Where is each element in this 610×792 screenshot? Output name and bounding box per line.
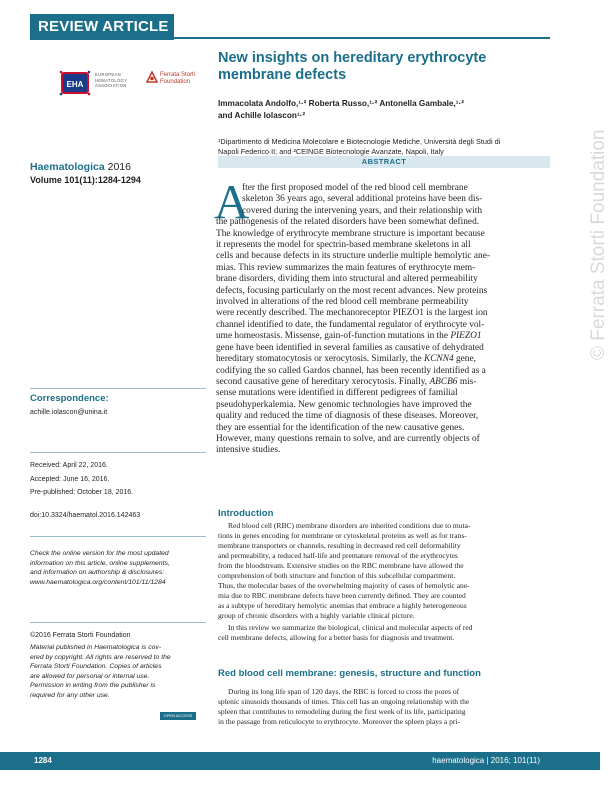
title-line: New insights on hereditary erythrocyte: [218, 50, 487, 66]
copyright-line: Ferrata Storti Foundation. Copies of articles: [30, 663, 162, 671]
copyright-line: required for any other use.: [30, 691, 110, 699]
abstract-line: hereditary stomatocytosis or xerocytosis. Similarly, the KCNN4 gene,: [216, 354, 476, 365]
article-title: [218, 50, 548, 84]
eha-line: HEMATOLOGY: [95, 77, 128, 83]
affiliations: [218, 137, 548, 157]
online-line: and information on authorship & disclosures:: [30, 569, 165, 577]
abstract-line: However, many questions remain to solve, and are currently objects of: [216, 433, 480, 444]
abstract-line: they are essential for the identification of the new causative genes.: [216, 422, 465, 433]
introduction-line: from the bloodstream. Extensive studies on the RBC membrane have allowed the: [218, 561, 464, 570]
doi-link[interactable]: doi:10.3324/haematol.2016.142463: [30, 512, 141, 519]
sidebar-divider: [30, 536, 206, 537]
page-number: 1284: [34, 756, 52, 765]
copyright-note: [30, 643, 208, 701]
introduction-line: cell membrane defects, allowing for a better basis for diagnosis and treatment.: [218, 633, 455, 642]
journal-volume: Volume 101(11):1284-1294: [30, 175, 141, 185]
journal-name: [30, 161, 131, 173]
abstract-line: skeleton 36 years ago, several additional proteins have been dis-: [242, 194, 483, 205]
abstract-line: intensive studies.: [216, 445, 281, 456]
abstract-line: the pathogenesis of the related disorders have been somewhat defined.: [216, 217, 480, 228]
online-url[interactable]: www.haematologica.org/content/101/11/1284: [30, 578, 166, 586]
abstract-line: were recently described. The mechanoreceptor PIEZO1 is the largest ion: [216, 308, 488, 319]
ferrata-storti-logo-icon: [145, 70, 159, 84]
correspondence-email[interactable]: achille.iolascon@unina.it: [30, 409, 108, 416]
abstract-line: ume homeostasis. Missense, gain-of-function mutations in the PIEZO1: [216, 331, 482, 342]
abstract-line: gene have been identified in several families as causative of dehydrated: [216, 342, 484, 353]
prepublished-date: Pre-published: October 18, 2016.: [30, 489, 134, 496]
rbc-membrane-line: spleen that contributes to remodeling during the first week of its life, participating: [218, 707, 466, 716]
eha-line: EUROPEAN: [95, 72, 121, 77]
introduction-line: membrane transporters or channels, resulting in decreased red cell deformability: [218, 541, 461, 550]
introduction-line: as a subtype of hereditary hemolytic anemias that embrace a highly heterogeneous: [218, 601, 467, 610]
article-type-label: REVIEW ARTICLE: [38, 18, 169, 35]
title-line: membrane defects: [218, 67, 347, 83]
open-access-badge: OPEN ACCESS: [160, 712, 196, 720]
abstract-line: The knowledge of erythrocyte membrane structure is important because: [216, 228, 485, 239]
received-date: Received: April 22, 2016.: [30, 462, 108, 469]
online-line: Check the online version for the most updated: [30, 550, 169, 557]
introduction-line: group of chronic disorders with a highly variable clinical picture.: [218, 611, 415, 620]
introduction-line: and permeability, a reduced half-life and premature removal of the erythrocytes: [218, 551, 458, 560]
fsf-line: Foundation: [160, 79, 191, 85]
rbc-membrane-line: During its long life span of 120 days, the RBC is forced to cross the pores of: [228, 687, 460, 696]
introduction-line: comprehension of both structure and function of this subcellular compartment.: [218, 571, 456, 580]
footer-journal-reference: haematologica | 2016; 101(11): [432, 756, 540, 765]
abstract-line: pseudohyperkalemia. New genomic technologies have improved the: [216, 399, 472, 410]
journal-year: 2016: [107, 161, 131, 173]
abstract-text: [216, 183, 548, 457]
authors-line: and Achille Iolascon¹·²: [218, 111, 306, 120]
fsf-line: Ferrata Storti: [160, 72, 196, 78]
online-version-note: [30, 549, 208, 587]
abstract-line: codifying the so called Gardos channel, has been recently identified as a: [216, 365, 486, 376]
abstract-line: channel identified to date, the fundamental regulator of erythrocyte vol-: [216, 319, 485, 330]
correspondence-heading: Correspondence:: [30, 393, 109, 404]
online-line: information on this article, online supplements,: [30, 559, 170, 567]
copyright-line: are allowed for personal or internal use.: [30, 672, 150, 680]
sidebar-divider: [30, 452, 206, 453]
rbc-membrane-heading: Red blood cell membrane: genesis, structure and function: [218, 668, 481, 679]
abstract-line: brane disorders, dividing them into structural and altered permeability: [216, 274, 478, 285]
watermark: [562, 30, 609, 360]
abstract-line: fter the first proposed model of the red blood cell membrane: [242, 183, 468, 193]
abstract-line: it represents the model for spectrin-based membrane skeletons in all: [216, 240, 471, 251]
sidebar-divider: [30, 388, 206, 389]
abstract-line: quality and reduced the time of diagnosis of these diseases. Moreover,: [216, 411, 479, 422]
rbc-membrane-line: in the passage from reticulocyte to erythrocyte. Moreover the spleen plays a pri-: [218, 717, 461, 726]
accepted-date: Accepted: June 16, 2016.: [30, 476, 110, 483]
abstract-line: covered during the intervening years, and their relationship with: [242, 205, 483, 216]
abstract-line: involved in alterations of the red blood cell membrane permeability: [216, 297, 469, 308]
eha-logo-text: [95, 72, 127, 89]
watermark-text: © Ferrata Storti Foundation: [588, 129, 609, 360]
introduction-line: Red blood cell (RBC) membrane disorders are inherited conditions due to muta-: [228, 521, 471, 530]
ferrata-storti-logo-text: [160, 72, 195, 86]
eha-logo-icon: [58, 68, 92, 98]
author-list: [218, 98, 548, 122]
eha-mark-text: EHA: [66, 80, 84, 89]
sidebar-divider: [30, 622, 206, 623]
abstract-line: second causative gene of hereditary xerocytosis. Finally, ABCB6 mis-: [216, 376, 477, 387]
abstract-line: mias. This review summarizes the main features of erythrocyte mem-: [216, 262, 476, 273]
abstract-line: sense mutations were identified in different pedigrees of familial: [216, 388, 458, 399]
copyright-line: ered by copyright. All rights are reserved to the: [30, 653, 171, 661]
abstract-line: defects, focusing particularly on the most recent advances. New proteins: [216, 285, 488, 296]
rbc-membrane-line: splenic sinusoids thousands of times. This cell has an ongoing relationship with the: [218, 697, 470, 706]
authors-line: Immacolata Andolfo,¹·² Roberta Russo,¹·² Antonella Gambale,¹·²: [218, 99, 464, 108]
copyright-line: Permission in writing from the publisher is: [30, 682, 156, 690]
eha-line: ASSOCIATION: [95, 83, 127, 88]
affiliation-line: Napoli Federico II; and ²CEINGE Biotecnologie Avanzate, Napoli, Italy: [218, 147, 444, 156]
introduction-line: mia due to RBC membrane defects have been currently defined. They are counted: [218, 591, 466, 600]
copyright-line: Material published in Haematologica is cov-: [30, 644, 162, 651]
introduction-line: tions in genes encoding for membrane or cytoskeletal proteins as well as for trans-: [218, 531, 467, 540]
copyright-heading: ©2016 Ferrata Storti Foundation: [30, 632, 131, 639]
introduction-heading: Introduction: [218, 508, 274, 519]
journal-title: Haematologica: [30, 161, 105, 173]
header-rule: [174, 37, 550, 39]
affiliation-line: ¹Dipartimento di Medicina Molecolare e Biotecnologie Mediche, Università degli Studi di: [218, 137, 501, 146]
abstract-dropcap: A: [214, 174, 250, 229]
introduction-line: Thus, the molecular bases of the overwhelming majority of cases of hemolytic ane-: [218, 581, 470, 590]
abstract-heading: ABSTRACT: [361, 157, 407, 166]
introduction-line: In this review we summarize the biological, clinical and molecular aspects of red: [228, 623, 473, 632]
abstract-line: cells and because defects in its structure underlie multiple hemolytic ane-: [216, 251, 490, 262]
